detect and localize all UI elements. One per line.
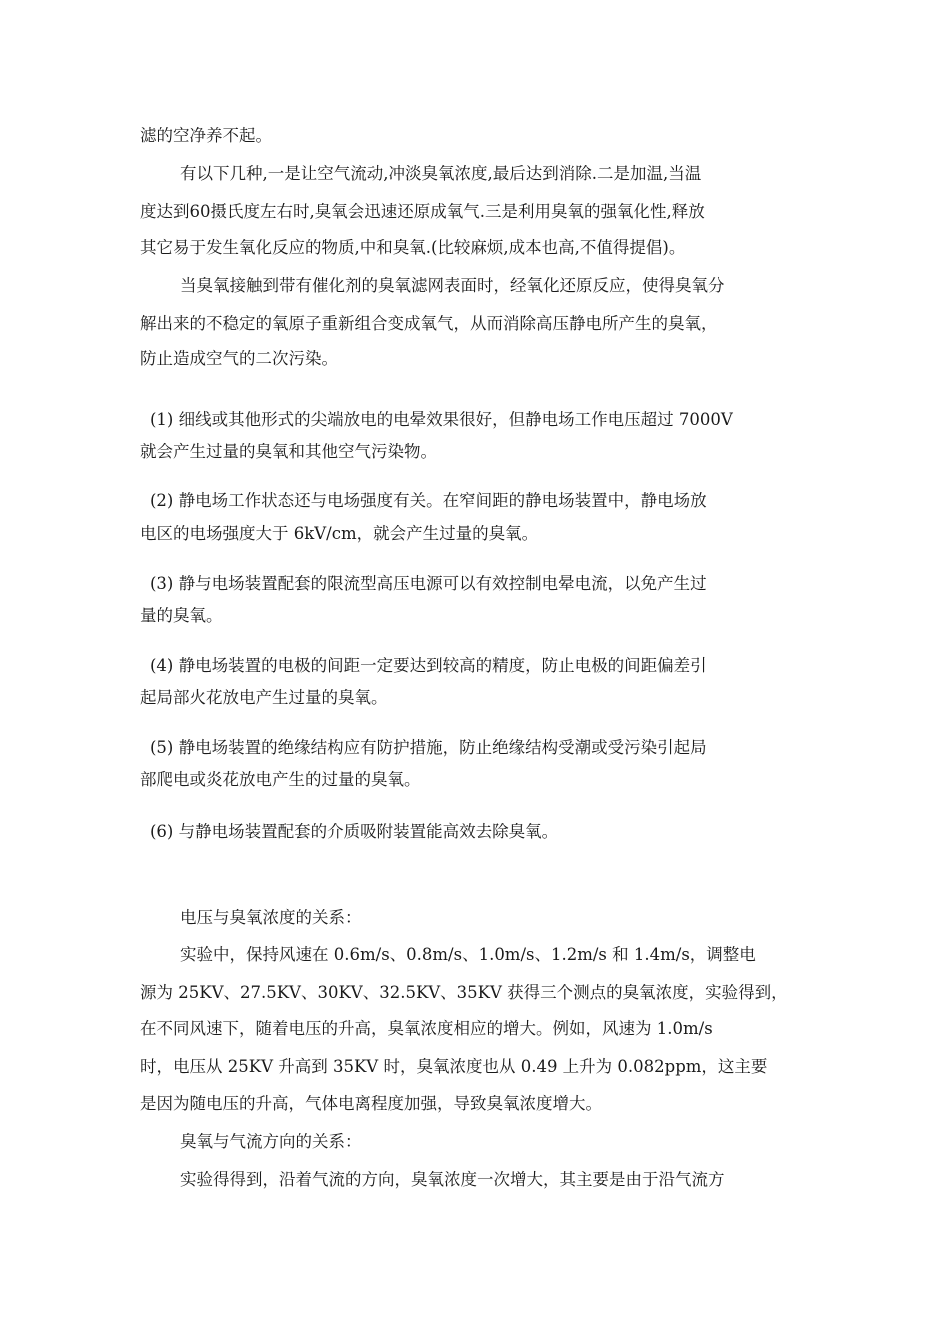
list-item-line: 部爬电或炎花放电产生的过量的臭氧。 xyxy=(140,770,421,789)
paragraph-line: 解出来的不稳定的氧原子重新组合变成氧气，从而消除高压静电所产生的臭氧， xyxy=(140,314,718,333)
paragraph-line: 在不同风速下，随着电压的升高，臭氧浓度相应的增大。例如，风速为 1.0m/s xyxy=(140,1019,713,1038)
paragraph-line: 实验中，保持风速在 0.6m/s、0.8m/s、1.0m/s、1.2m/s 和 1.4m/s，调整电 xyxy=(180,945,756,964)
paragraph-line: 防止造成空气的二次污染。 xyxy=(140,349,338,368)
paragraph-line: 滤的空净养不起。 xyxy=(140,126,272,145)
section-heading: 臭氧与气流方向的关系： xyxy=(180,1132,362,1151)
list-item-line: 电区的电场强度大于 6kV/cm，就会产生过量的臭氧。 xyxy=(140,524,539,543)
paragraph-line: 源为 25KV、27.5KV、30KV、32.5KV、35KV 获得三个测点的臭氧浓度，实验得到， xyxy=(140,983,788,1002)
paragraph-line: 是因为随电压的升高，气体电离程度加强，导致臭氧浓度增大。 xyxy=(140,1094,602,1113)
list-item-line: (4) 静电场装置的电极的间距一定要达到较高的精度，防止电极的间距偏差引 xyxy=(150,656,707,675)
paragraph-line: 当臭氧接触到带有催化剂的臭氧滤网表面时，经氧化还原反应，使得臭氧分 xyxy=(180,276,725,295)
list-item-line: (5) 静电场装置的绝缘结构应有防护措施，防止绝缘结构受潮或受污染引起局 xyxy=(150,738,707,757)
list-item-line: (6) 与静电场装置配套的介质吸附装置能高效去除臭氧。 xyxy=(150,822,559,841)
list-item-line: (1) 细线或其他形式的尖端放电的电晕效果很好，但静电场工作电压超过 7000V xyxy=(150,410,733,429)
paragraph-line: 度达到60摄氏度左右时,臭氧会迅速还原成氧气.三是利用臭氧的强氧化性,释放 xyxy=(140,202,705,221)
paragraph-line: 有以下几种,一是让空气流动,冲淡臭氧浓度,最后达到消除.二是加温,当温 xyxy=(180,164,702,183)
section-heading: 电压与臭氧浓度的关系： xyxy=(180,908,362,927)
list-item-line: 起局部火花放电产生过量的臭氧。 xyxy=(140,688,388,707)
list-item-line: 量的臭氧。 xyxy=(140,606,223,625)
list-item-line: (2) 静电场工作状态还与电场强度有关。在窄间距的静电场装置中，静电场放 xyxy=(150,491,707,510)
paragraph-line: 其它易于发生氧化反应的物质,中和臭氧.(比较麻烦,成本也高,不值得提倡)。 xyxy=(140,238,686,257)
list-item-line: (3) 静与电场装置配套的限流型高压电源可以有效控制电晕电流，以免产生过 xyxy=(150,574,707,593)
paragraph-line: 实验得得到，沿着气流的方向，臭氧浓度一次增大，其主要是由于沿气流方 xyxy=(180,1170,725,1189)
list-item-line: 就会产生过量的臭氧和其他空气污染物。 xyxy=(140,442,437,461)
paragraph-line: 时，电压从 25KV 升高到 35KV 时，臭氧浓度也从 0.49 上升为 0.082ppm，这主要 xyxy=(140,1057,768,1076)
